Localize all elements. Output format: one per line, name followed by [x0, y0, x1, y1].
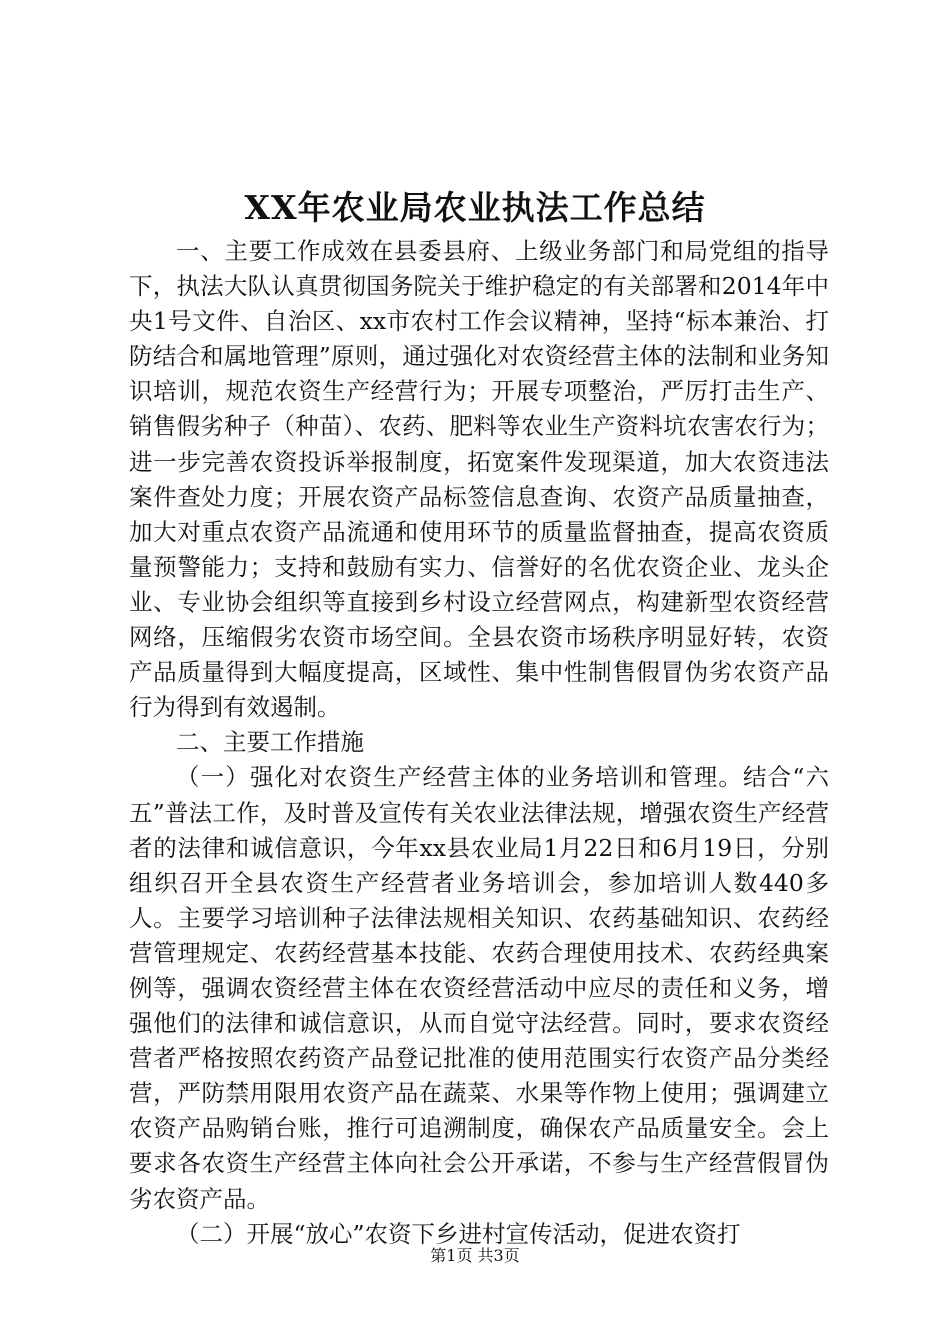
document-title: XX年农业局农业执法工作总结 — [244, 188, 706, 227]
page-number-footer: 第1页 共3页 — [430, 1246, 520, 1265]
paragraph-campaign: （二）开展“放心”农资下乡进村宣传活动，促进农资打 — [176, 1219, 741, 1248]
document-body — [129, 234, 829, 1252]
section-heading-measures: 二、主要工作措施 — [176, 728, 364, 757]
paragraph-achievements: 一、主要工作成效在县委县府、上级业务部门和局党组的指导下，执法大队认真贯彻国务院关于维护稳定的有关部署和2014年中央1号文件、自治区、xx市农村工作会议精神，坚持“标本兼治、打防结合和属地管理”原则，通过强化对农资经营主体的法制和业务知识培训，规范农资生产经营行为；开展专项整治，严厉打击生产、销售假劣种子（种苗）、农药、肥料等农业生产资料坑农害农行为；进一步完善农资投诉举报制度，拓宽案件发现渠道，加大农资违法案件查处力度；开展农资产品标签信息查询、农资产品质量抽查，加大对重点农资产品流通和使用环节的质量监督抽查，提高农资质量预警能力；支持和鼓励有实力、信誉好的名优农资企业、龙头企业、专业协会组织等直接到乡村设立经营网点，构建新型农资经营网络，压缩假劣农资市场空间。全县农资市场秩序明显好转，农资产品质量得到大幅度提高，区域性、集中性制售假冒伪劣农资产品行为得到有效遏制。 — [129, 237, 829, 722]
paragraph-training: （一）强化对农资生产经营主体的业务培训和管理。结合“六五”普法工作，及时普及宣传有关农业法律法规，增强农资生产经营者的法律和诚信意识，今年xx县农业局1月22日和6月19日，分别组织召开全县农资生产经营者业务培训会，参加培训人数440多人。主要学习培训种子法律法规相关知识、农药基础知识、农药经营管理规定、农药经营基本技能、农药合理使用技术、农药经典案例等，强调农资经营主体在农资经营活动中应尽的责任和义务，增强他们的法律和诚信意识，从而自觉守法经营。同时，要求农资经营者严格按照农药资产品登记批准的使用范围实行农资产品分类经营，严防禁用限用农资产品在蔬菜、水果等作物上使用；强调建立农资产品购销台账，推行可追溯制度，确保农产品质量安全。会上要求各农资生产经营主体向社会公开承诺，不参与生产经营假冒伪劣农资产品。 — [129, 763, 829, 1213]
